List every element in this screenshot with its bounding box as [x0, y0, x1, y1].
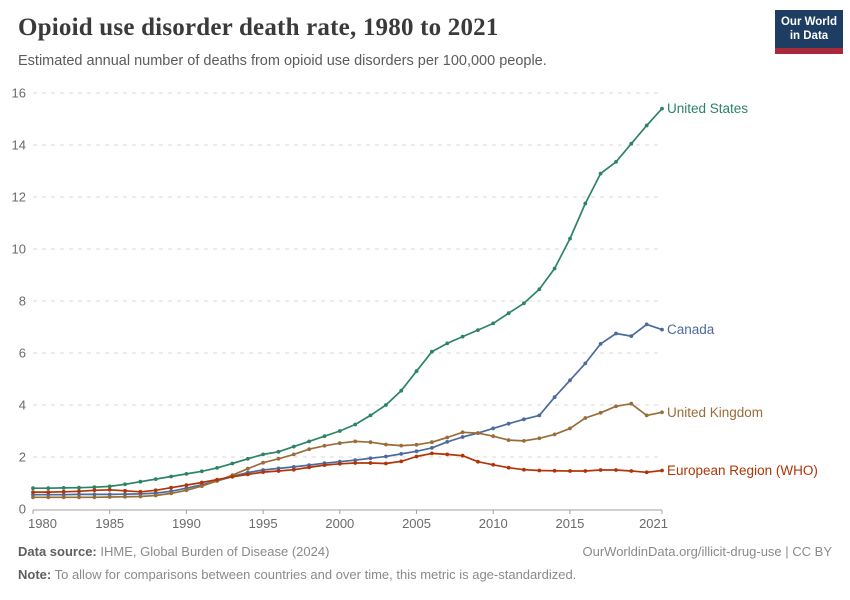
- y-tick-label-14: 14: [11, 137, 26, 153]
- data-point-united-kingdom-1995[interactable]: [261, 461, 265, 465]
- y-tick-label-8: 8: [18, 293, 26, 309]
- data-point-united-kingdom-1986[interactable]: [123, 495, 127, 499]
- data-point-united-states-1986[interactable]: [123, 482, 127, 486]
- data-point-united-kingdom-1999[interactable]: [323, 444, 327, 448]
- x-tick-label-1985: 1985: [95, 516, 125, 531]
- series-line-european-region-who[interactable]: [33, 453, 662, 492]
- data-point-united-states-1997[interactable]: [292, 445, 296, 449]
- data-point-european-region-who-2001[interactable]: [353, 461, 357, 465]
- data-point-united-states-1993[interactable]: [231, 462, 235, 466]
- x-tick-label-2005: 2005: [402, 516, 431, 531]
- series-line-united-states[interactable]: [33, 109, 662, 489]
- owid-logo-line2: in Data: [789, 30, 829, 42]
- data-point-united-states-2002[interactable]: [369, 414, 373, 418]
- data-point-european-region-who-1986[interactable]: [123, 489, 127, 493]
- series-european-region-who[interactable]: [31, 452, 818, 495]
- series-united-states[interactable]: [31, 101, 748, 490]
- x-tick-label-2015: 2015: [555, 516, 585, 531]
- data-point-united-states-1996[interactable]: [277, 450, 281, 454]
- data-point-united-kingdom-1989[interactable]: [169, 492, 173, 496]
- data-point-canada-2004[interactable]: [399, 452, 403, 456]
- data-point-united-kingdom-2018[interactable]: [614, 404, 618, 408]
- data-point-united-states-2014[interactable]: [553, 267, 557, 271]
- data-point-united-states-2011[interactable]: [507, 311, 511, 315]
- series-label-united-kingdom[interactable]: United Kingdom: [667, 404, 764, 420]
- data-point-canada-2012[interactable]: [522, 417, 526, 421]
- data-point-united-states-2001[interactable]: [353, 423, 357, 427]
- data-point-united-states-2020[interactable]: [645, 124, 649, 128]
- data-point-united-kingdom-2017[interactable]: [599, 411, 603, 415]
- data-point-european-region-who-1985[interactable]: [108, 488, 112, 492]
- data-point-united-states-2013[interactable]: [537, 287, 541, 291]
- data-point-united-kingdom-2004[interactable]: [399, 444, 403, 448]
- data-point-united-kingdom-1982[interactable]: [62, 495, 66, 499]
- chart-subtitle: Estimated annual number of deaths from opioid use disorders per 100,000 people.: [18, 53, 547, 69]
- y-tick-label-10: 10: [11, 241, 26, 257]
- data-point-canada-2019[interactable]: [629, 334, 633, 338]
- data-source-value: IHME, Global Burden of Disease (2024): [96, 544, 330, 559]
- data-point-united-kingdom-2006[interactable]: [430, 440, 434, 444]
- y-tick-label-12: 12: [11, 189, 26, 205]
- owid-logo-line1: Our World: [780, 15, 837, 28]
- data-point-united-kingdom-1988[interactable]: [154, 494, 158, 498]
- x-tick-label-1990: 1990: [171, 516, 201, 531]
- data-point-united-states-2010[interactable]: [491, 322, 495, 326]
- data-point-european-region-who-1994[interactable]: [246, 473, 250, 477]
- data-point-united-kingdom-2011[interactable]: [507, 438, 511, 442]
- x-tick-label-2021: 2021: [639, 516, 668, 531]
- data-point-united-states-2015[interactable]: [568, 237, 572, 241]
- data-point-united-states-2009[interactable]: [476, 328, 480, 332]
- data-point-european-region-who-2006[interactable]: [430, 452, 434, 456]
- data-point-united-states-1990[interactable]: [185, 472, 189, 476]
- data-point-european-region-who-1980[interactable]: [31, 490, 35, 494]
- page-title: Opioid use disorder death rate, 1980 to 2021: [18, 14, 499, 41]
- data-point-european-region-who-2020[interactable]: [645, 470, 649, 474]
- data-point-european-region-who-2016[interactable]: [583, 469, 587, 473]
- data-point-united-kingdom-2007[interactable]: [445, 436, 449, 440]
- data-point-european-region-who-1993[interactable]: [231, 475, 235, 479]
- data-point-united-states-1999[interactable]: [323, 434, 327, 438]
- data-point-european-region-who-2011[interactable]: [507, 466, 511, 470]
- data-point-european-region-who-2005[interactable]: [415, 455, 419, 459]
- data-point-european-region-who-1999[interactable]: [323, 463, 327, 467]
- data-point-united-kingdom-2021[interactable]: [660, 410, 664, 414]
- data-point-united-states-2017[interactable]: [599, 172, 603, 176]
- data-point-canada-2011[interactable]: [507, 422, 511, 426]
- data-point-united-kingdom-2013[interactable]: [537, 436, 541, 440]
- y-tick-label-4: 4: [18, 397, 26, 413]
- series-label-canada[interactable]: Canada: [667, 322, 715, 338]
- data-point-european-region-who-1998[interactable]: [307, 466, 311, 470]
- data-point-united-kingdom-2015[interactable]: [568, 427, 572, 431]
- data-point-european-region-who-2009[interactable]: [476, 460, 480, 464]
- data-point-united-kingdom-2002[interactable]: [369, 440, 373, 444]
- y-tick-label-0: 0: [18, 501, 26, 517]
- x-tick-label-2000: 2000: [325, 516, 355, 531]
- data-point-united-states-2005[interactable]: [415, 369, 419, 373]
- data-source: [18, 544, 329, 559]
- data-point-united-states-1989[interactable]: [169, 475, 173, 479]
- data-point-united-kingdom-2019[interactable]: [629, 402, 633, 406]
- data-point-united-states-1980[interactable]: [31, 486, 35, 490]
- data-point-european-region-who-2012[interactable]: [522, 468, 526, 472]
- data-point-canada-2021[interactable]: [660, 328, 664, 332]
- series-label-european-region-who[interactable]: European Region (WHO): [667, 463, 818, 479]
- data-point-united-kingdom-2000[interactable]: [338, 441, 342, 445]
- data-point-canada-2007[interactable]: [445, 440, 449, 444]
- data-point-european-region-who-1988[interactable]: [154, 488, 158, 492]
- data-point-united-kingdom-2009[interactable]: [476, 431, 480, 435]
- data-point-canada-2010[interactable]: [491, 427, 495, 431]
- data-point-united-states-1994[interactable]: [246, 457, 250, 461]
- data-point-canada-2008[interactable]: [461, 435, 465, 439]
- data-point-united-kingdom-2012[interactable]: [522, 439, 526, 443]
- series-label-united-states[interactable]: United States: [667, 101, 749, 117]
- data-point-united-kingdom-2008[interactable]: [461, 430, 465, 434]
- data-point-european-region-who-1990[interactable]: [185, 483, 189, 487]
- data-point-canada-2003[interactable]: [384, 455, 388, 459]
- data-point-european-region-who-2015[interactable]: [568, 469, 572, 473]
- data-point-united-states-2019[interactable]: [629, 142, 633, 146]
- data-point-canada-2005[interactable]: [415, 449, 419, 453]
- data-point-united-kingdom-1980[interactable]: [31, 495, 35, 499]
- data-point-united-states-2006[interactable]: [430, 350, 434, 354]
- series-united-kingdom[interactable]: [31, 402, 763, 499]
- data-point-united-kingdom-1998[interactable]: [307, 447, 311, 451]
- x-tick-label-1995: 1995: [248, 516, 278, 531]
- data-point-united-states-2012[interactable]: [522, 301, 526, 305]
- data-point-united-kingdom-2003[interactable]: [384, 443, 388, 447]
- data-point-european-region-who-2002[interactable]: [369, 461, 373, 465]
- data-point-united-states-1983[interactable]: [77, 486, 81, 490]
- data-point-united-states-2007[interactable]: [445, 342, 449, 346]
- data-point-united-kingdom-1994[interactable]: [246, 467, 250, 471]
- data-point-united-kingdom-1991[interactable]: [200, 484, 204, 488]
- data-point-united-states-1988[interactable]: [154, 477, 158, 481]
- data-point-united-states-1981[interactable]: [46, 486, 50, 490]
- data-point-european-region-who-2021[interactable]: [660, 469, 664, 473]
- data-point-united-states-2021[interactable]: [660, 107, 664, 111]
- data-point-united-states-1991[interactable]: [200, 469, 204, 473]
- data-point-united-states-1995[interactable]: [261, 453, 265, 457]
- data-source-label: Data source:: [18, 544, 97, 559]
- data-point-european-region-who-1981[interactable]: [46, 490, 50, 494]
- data-point-european-region-who-2004[interactable]: [399, 460, 403, 464]
- data-point-united-states-2004[interactable]: [399, 389, 403, 393]
- owid-logo[interactable]: [775, 10, 843, 54]
- data-point-canada-2014[interactable]: [553, 395, 557, 399]
- x-tick-label-1980: 1980: [28, 516, 57, 531]
- data-point-european-region-who-1989[interactable]: [169, 486, 173, 490]
- data-point-european-region-who-1997[interactable]: [292, 468, 296, 472]
- note-label: Note:: [18, 567, 52, 582]
- data-point-united-states-1987[interactable]: [139, 480, 143, 484]
- data-point-united-kingdom-1984[interactable]: [93, 495, 97, 499]
- data-point-united-kingdom-1996[interactable]: [277, 457, 281, 461]
- note-value: To allow for comparisons between countries and over time, this metric is age-standardized.: [51, 567, 577, 582]
- data-point-united-kingdom-2005[interactable]: [415, 443, 419, 447]
- data-point-canada-2018[interactable]: [614, 332, 618, 336]
- canonical-link[interactable]: OurWorldinData.org/illicit-drug-use | CC BY: [582, 544, 832, 559]
- data-point-united-kingdom-1981[interactable]: [46, 495, 50, 499]
- data-point-united-kingdom-1990[interactable]: [185, 488, 189, 492]
- data-point-united-kingdom-2016[interactable]: [583, 416, 587, 420]
- note: [18, 567, 576, 582]
- data-point-european-region-who-2003[interactable]: [384, 462, 388, 466]
- data-point-european-region-who-2007[interactable]: [445, 453, 449, 457]
- data-point-united-states-2016[interactable]: [583, 202, 587, 206]
- data-point-united-states-1998[interactable]: [307, 440, 311, 444]
- data-point-united-states-1985[interactable]: [108, 485, 112, 489]
- data-point-european-region-who-1982[interactable]: [62, 490, 66, 494]
- data-point-european-region-who-2010[interactable]: [491, 463, 495, 467]
- data-point-united-kingdom-1997[interactable]: [292, 453, 296, 457]
- data-point-united-kingdom-2014[interactable]: [553, 433, 557, 437]
- line-chart: [0, 80, 850, 542]
- data-point-united-states-2003[interactable]: [384, 403, 388, 407]
- data-point-canada-2006[interactable]: [430, 446, 434, 450]
- data-point-european-region-who-1983[interactable]: [77, 489, 81, 493]
- data-point-european-region-who-2017[interactable]: [599, 468, 603, 472]
- y-tick-label-6: 6: [18, 345, 26, 361]
- data-point-canada-2017[interactable]: [599, 342, 603, 346]
- data-point-united-kingdom-2010[interactable]: [491, 434, 495, 438]
- y-tick-label-16: 16: [11, 85, 26, 101]
- data-point-united-kingdom-1985[interactable]: [108, 495, 112, 499]
- data-point-european-region-who-2014[interactable]: [553, 469, 557, 473]
- data-point-european-region-who-1987[interactable]: [139, 490, 143, 494]
- data-point-united-states-2018[interactable]: [614, 160, 618, 164]
- data-point-united-kingdom-2001[interactable]: [353, 440, 357, 444]
- data-point-united-kingdom-1983[interactable]: [77, 495, 81, 499]
- data-point-european-region-who-2008[interactable]: [461, 454, 465, 458]
- chart-footer: [18, 544, 832, 590]
- data-point-european-region-who-1995[interactable]: [261, 470, 265, 474]
- data-point-european-region-who-2019[interactable]: [629, 469, 633, 473]
- data-point-european-region-who-2018[interactable]: [614, 468, 618, 472]
- data-point-united-kingdom-2020[interactable]: [645, 414, 649, 418]
- data-point-european-region-who-1984[interactable]: [93, 488, 97, 492]
- data-point-european-region-who-2013[interactable]: [537, 469, 541, 473]
- data-point-european-region-who-1992[interactable]: [215, 478, 219, 482]
- data-point-united-states-1992[interactable]: [215, 466, 219, 470]
- series-line-canada[interactable]: [33, 324, 662, 494]
- x-tick-label-2010: 2010: [478, 516, 508, 531]
- data-point-united-states-2000[interactable]: [338, 429, 342, 433]
- data-point-european-region-who-1996[interactable]: [277, 469, 281, 473]
- data-point-canada-2002[interactable]: [369, 456, 373, 460]
- data-point-united-states-1982[interactable]: [62, 486, 66, 490]
- data-point-united-kingdom-1987[interactable]: [139, 495, 143, 499]
- data-point-european-region-who-2000[interactable]: [338, 462, 342, 466]
- data-point-canada-2015[interactable]: [568, 378, 572, 382]
- data-point-canada-2013[interactable]: [537, 414, 541, 418]
- y-tick-label-2: 2: [18, 449, 26, 465]
- data-point-european-region-who-1991[interactable]: [200, 481, 204, 485]
- data-point-canada-2020[interactable]: [645, 323, 649, 327]
- data-point-united-states-2008[interactable]: [461, 335, 465, 339]
- data-point-canada-2016[interactable]: [583, 362, 587, 366]
